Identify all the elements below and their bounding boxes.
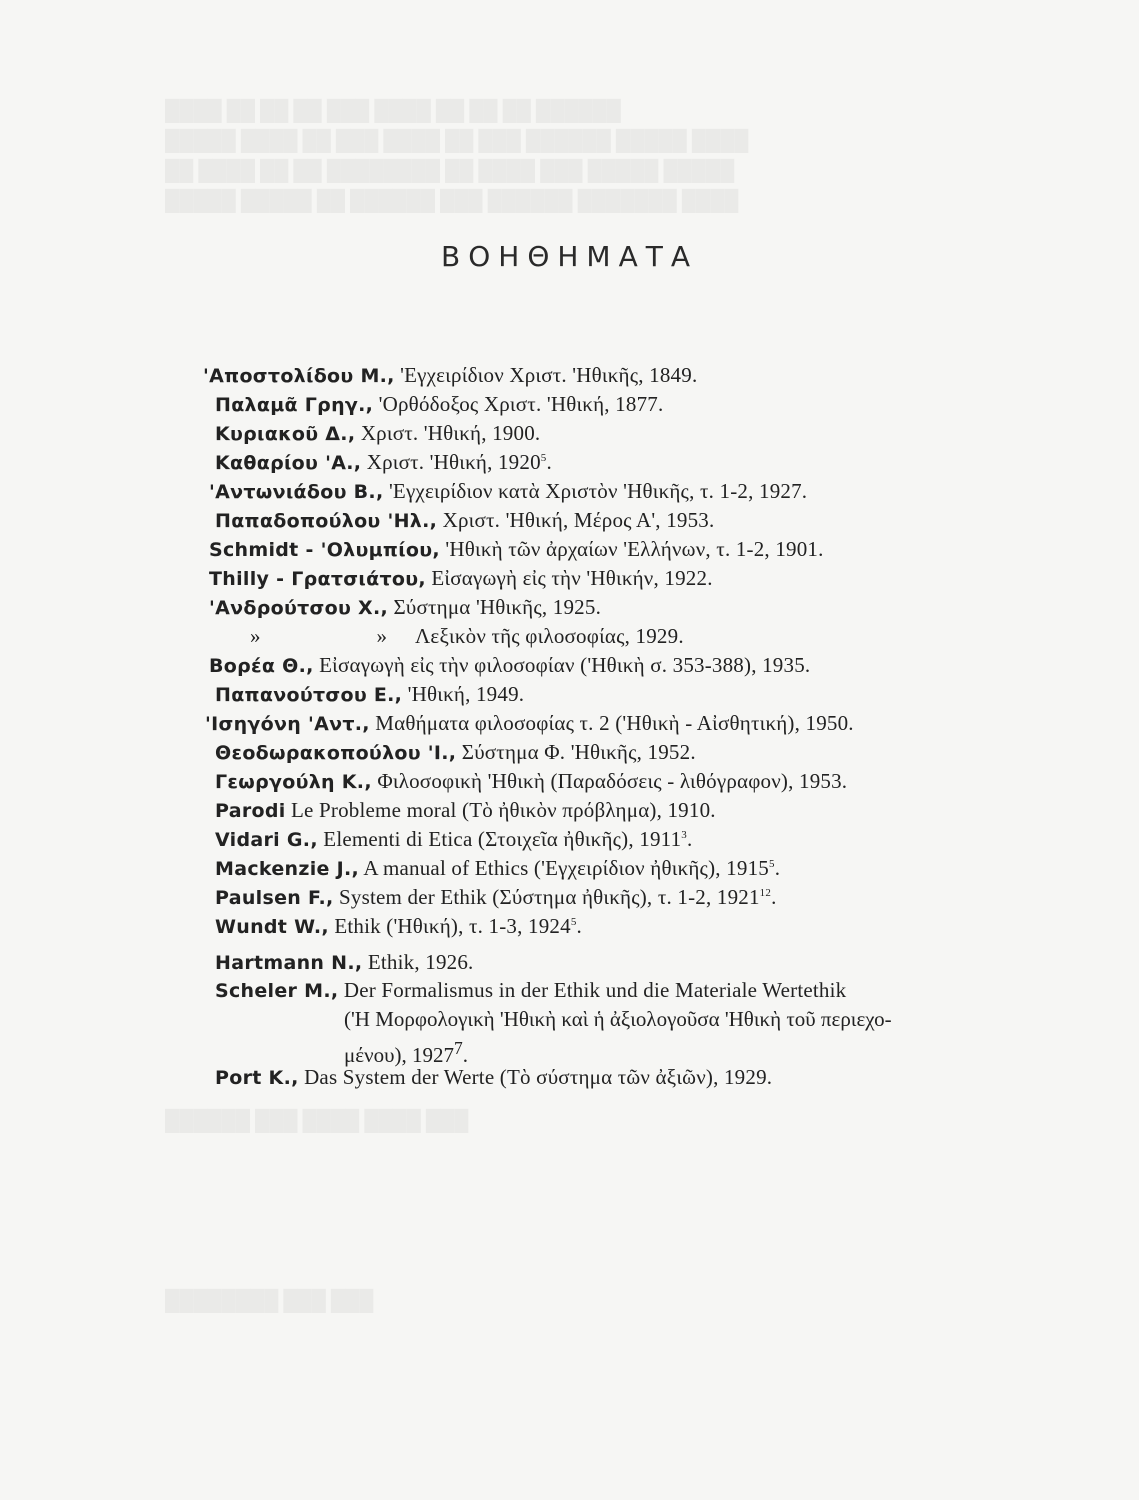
reference-entry: Port K., Das System der Werte (Τὸ σύστημα τῶν ἀξιῶν), 1929. [215, 1065, 773, 1089]
reference-entry: Βορέα Θ., Εἰσαγωγὴ εἰς τὴν φιλοσοφίαν ('Ηθικὴ σ. 353-388), 1935. [209, 653, 811, 677]
edition-superscript: 5 [540, 452, 547, 464]
reference-entry: Hartmann N., Ethik, 1926. [215, 950, 474, 974]
page-title: ΒΟΗΘΗΜΑΤΑ [441, 240, 698, 273]
bleed-through [165, 1290, 373, 1313]
edition-superscript: 5 [768, 858, 775, 870]
bleed-through [165, 190, 738, 213]
reference-entry: Θεοδωρακοπούλου 'Ι., Σύστημα Φ. 'Ηθικῆς, 1952. [215, 740, 696, 764]
bleed-through [165, 130, 748, 153]
reference-entry: Παπανούτσου Ε., 'Ηθική, 1949. [215, 682, 525, 706]
edition-superscript: 3 [681, 829, 687, 841]
reference-entry: Wundt W., Ethik ('Ηθική), τ. 1-3, 1924$^5$. [215, 914, 582, 938]
reference-entry: Κυριακοῦ Δ., Χριστ. 'Ηθική, 1900. [215, 421, 541, 445]
edition-superscript: 5 [570, 916, 577, 928]
reference-entry: Vidari G., Elementi di Etica (Στοιχεῖα ἠθικῆς), 1911$^3$. [215, 827, 693, 851]
reference-entry: Thilly - Γρατσιάτου, Εἰσαγωγὴ εἰς τὴν 'Ηθικήν, 1922. [209, 566, 713, 590]
reference-entry: Paulsen F., System der Ethik (Σύστημα ἠθικῆς), τ. 1-2, 1921$^{12}$. [215, 885, 777, 909]
bleed-through [165, 100, 621, 123]
reference-entry: Scheler M., Der Formalismus in der Ethik und die Materiale Wertethik [215, 978, 847, 1002]
edition-superscript: 7 [453, 1038, 463, 1058]
reference-entry: 'Αντωνιάδου Β., 'Εγχειρίδιον κατὰ Χριστὸν 'Ηθικῆς, τ. 1-2, 1927. [209, 479, 808, 503]
ditto-mark: » [250, 624, 261, 648]
reference-entry-ditto: » » Λεξικὸν τῆς φιλοσοφίας, 1929. [250, 624, 684, 648]
reference-entry: Γεωργούλη Κ., Φιλοσοφικὴ 'Ηθικὴ (Παραδόσεις - λιθόγραφον), 1953. [215, 769, 848, 793]
edition-superscript: 12 [759, 887, 772, 899]
reference-continuation: ('Η Μορφολογικὴ 'Ηθικὴ καὶ ἡ ἀξιολογοῦσα 'Ηθικὴ τοῦ περιεχο- [344, 1007, 892, 1031]
ditto-mark: » [376, 624, 387, 648]
reference-entry: 'Ανδρούτσου Χ., Σύστημα 'Ηθικῆς, 1925. [209, 595, 602, 619]
reference-entry: Καθαρίου 'Α., Χριστ. 'Ηθική, 1920$^5$. [215, 450, 552, 474]
bleed-through [165, 160, 734, 183]
reference-entry: Mackenzie J., A manual of Ethics ('Εγχειρίδιον ἠθικῆς), 1915$^5$. [215, 856, 781, 880]
reference-continuation: μένου), 1927$^7$. [344, 1038, 468, 1067]
reference-entry: 'Ισηγόνη 'Αντ., Μαθήματα φιλοσοφίας τ. 2 ('Ηθικὴ - Αἰσθητική), 1950. [205, 711, 854, 735]
reference-entry: Παλαμᾶ Γρηγ., 'Ορθόδοξος Χριστ. 'Ηθική, 1877. [215, 392, 664, 416]
reference-entry: Parodi Le Probleme moral (Τὸ ἠθικὸν πρόβλημα), 1910. [215, 798, 716, 822]
reference-entry: 'Αποστολίδου Μ., 'Εγχειρίδιον Χριστ. 'Ηθικῆς, 1849. [203, 363, 698, 387]
reference-entry: Schmidt - 'Ολυμπίου, 'Ηθικὴ τῶν ἀρχαίων 'Ελλήνων, τ. 1-2, 1901. [209, 537, 824, 561]
bleed-through [165, 1110, 468, 1133]
reference-entry: Παπαδοπούλου 'Ηλ., Χριστ. 'Ηθική, Μέρος Α', 1953. [215, 508, 715, 532]
